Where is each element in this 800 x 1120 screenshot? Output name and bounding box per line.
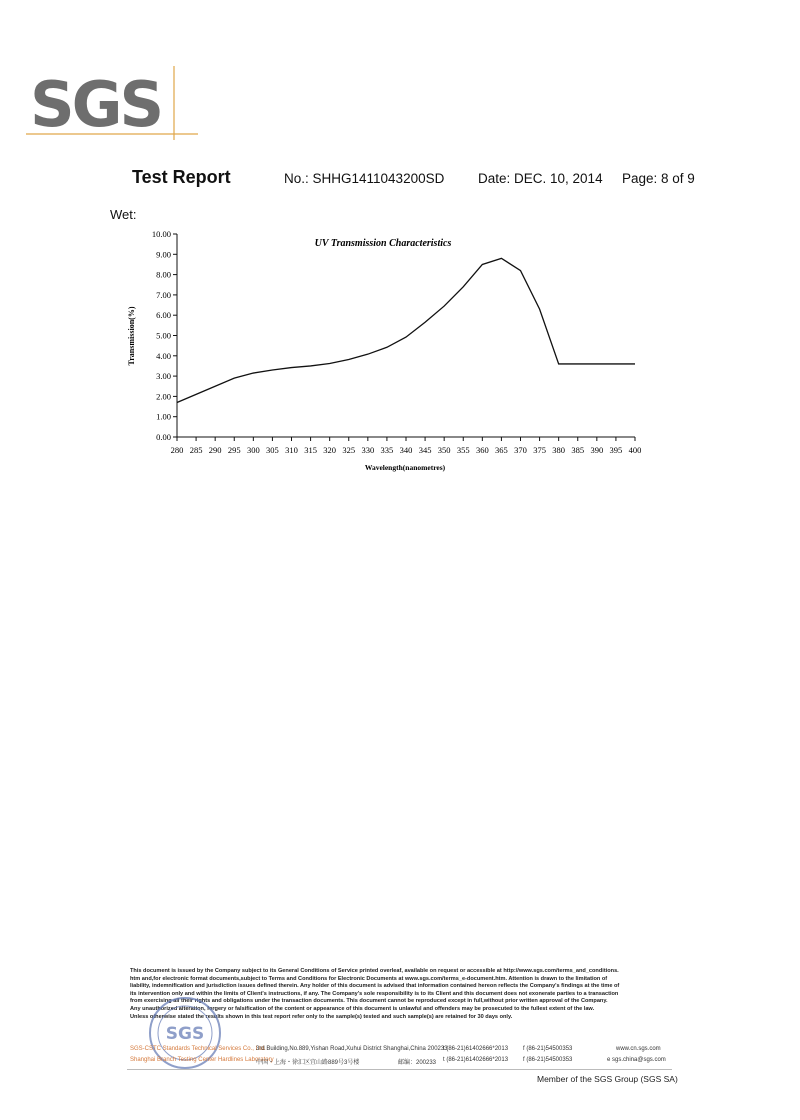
y-tick-label: 9.00	[156, 249, 171, 260]
x-tick-label: 390	[590, 445, 604, 455]
stamp-text: SGS	[165, 1024, 205, 1044]
x-tick-label: 375	[533, 445, 546, 455]
y-tick-label: 6.00	[156, 310, 171, 321]
x-tick-label: 305	[266, 445, 279, 455]
x-tick-label: 300	[246, 445, 260, 455]
y-tick-label: 8.00	[156, 269, 171, 280]
telephone-en: t (86-21)61402666*2013	[443, 1046, 509, 1052]
x-tick-label: 315	[304, 445, 317, 455]
postcode-cn: 邮编：200233	[398, 1060, 437, 1066]
company-name-cn: Shanghai Branch Testing Center Hardlines Laboratory	[130, 1057, 274, 1063]
section-label-wet: Wet:	[110, 207, 137, 222]
disclaimer-line: htm and,for electronic format documents,subject to Terms and Conditions for Electronic Documents at www.sgs.com/terms_e-document.htm. Attention is drawn to the limitation of	[130, 975, 608, 982]
report-header	[0, 167, 800, 193]
x-tick-label: 335	[380, 445, 394, 455]
disclaimer-line: its intervention only and within the limits of Client's instructions, if any. The Company's sole responsibility is to its Client and this document does not exonerate parties to a transaction	[130, 990, 619, 997]
y-tick-label: 7.00	[156, 289, 171, 300]
disclaimer-line: This document is issued by the Company subject to its General Conditions of Service printed overleaf, available on request or accessible at http://www.sgs.com/terms_and_conditions.	[130, 968, 619, 974]
page-number: Page: 8 of 9	[622, 171, 695, 186]
y-tick-label: 3.00	[156, 371, 171, 382]
member-of-sgs-group: Member of the SGS Group (SGS SA)	[537, 1074, 678, 1084]
chart-title: UV Transmission Characteristics	[314, 238, 452, 249]
y-tick-label: 4.00	[156, 350, 171, 361]
x-tick-label: 350	[437, 445, 451, 455]
x-tick-label: 370	[514, 445, 527, 455]
uv-transmission-chart	[120, 222, 650, 487]
x-tick-label: 280	[170, 445, 184, 455]
address-en: 3rd Building,No.889,Yishan Road,Xuhui District Shanghai,China 200233	[256, 1046, 448, 1052]
y-tick-label: 1.00	[156, 411, 171, 422]
x-tick-label: 345	[418, 445, 432, 455]
disclaimer-line: Unless otherwise stated the results shown in this test report refer only to the sample(s) tested and such sample(s) are retained for 30 days only.	[130, 1013, 513, 1020]
report-title: Test Report	[132, 167, 231, 187]
report-date: Date: DEC. 10, 2014	[478, 171, 603, 186]
x-tick-label: 380	[552, 445, 566, 455]
company-name-en: SGS-CSTC Standards Technical Services Co., Ltd.	[130, 1046, 266, 1052]
x-axis-label: Wavelength(nanometres)	[364, 463, 446, 472]
disclaimer-line: from exercising all their rights and obligations under the transaction documents. This document cannot be reproduced except in full,without prior written approval of the Company.	[130, 998, 608, 1005]
y-tick-label: 10.00	[151, 229, 171, 239]
transmission-line	[177, 258, 635, 402]
y-tick-label: 5.00	[156, 330, 171, 341]
x-tick-label: 400	[628, 445, 642, 455]
y-tick-label: 0.00	[156, 432, 171, 442]
fax-cn: f (86-21)54500353	[523, 1057, 573, 1063]
email: e sgs.china@sgs.com	[607, 1057, 666, 1063]
report-number: No.: SHHG1411043200SD	[284, 171, 445, 186]
x-tick-label: 340	[399, 445, 413, 455]
x-tick-label: 295	[227, 445, 241, 455]
x-tick-label: 330	[361, 445, 375, 455]
x-tick-label: 285	[189, 445, 203, 455]
telephone-cn: t (86-21)61402666*2013	[443, 1057, 509, 1063]
sgs-logo	[26, 66, 198, 140]
x-tick-label: 365	[495, 445, 508, 455]
fax-en: f (86-21)54500353	[523, 1046, 573, 1052]
website: www.cn.sgs.com	[616, 1046, 661, 1052]
x-tick-label: 355	[456, 445, 470, 455]
address-cn: 中国・上海・徐汇区宜山路889号3号楼	[256, 1060, 360, 1066]
disclaimer-line: liability, indemnification and jurisdiction issues defined therein. Any holder of this document is advised that information contained hereon reflects the Company's findings at the time of	[130, 983, 620, 990]
y-tick-label: 2.00	[156, 391, 171, 402]
footer-divider	[127, 1069, 672, 1070]
x-tick-label: 360	[475, 445, 489, 455]
y-axis-label: Transmission(%)	[127, 306, 136, 366]
disclaimer-line: Any unauthorized alteration, forgery or falsification of the content or appearance of this document is unlawful and offenders may be prosecuted to the fullest extent of the law.	[130, 1005, 595, 1012]
x-tick-label: 320	[323, 445, 337, 455]
x-tick-label: 310	[285, 445, 298, 455]
x-tick-label: 395	[609, 445, 623, 455]
x-tick-label: 325	[342, 445, 356, 455]
x-tick-label: 290	[208, 445, 222, 455]
sgs-logo-text: SGS	[30, 68, 162, 140]
x-tick-label: 385	[571, 445, 585, 455]
